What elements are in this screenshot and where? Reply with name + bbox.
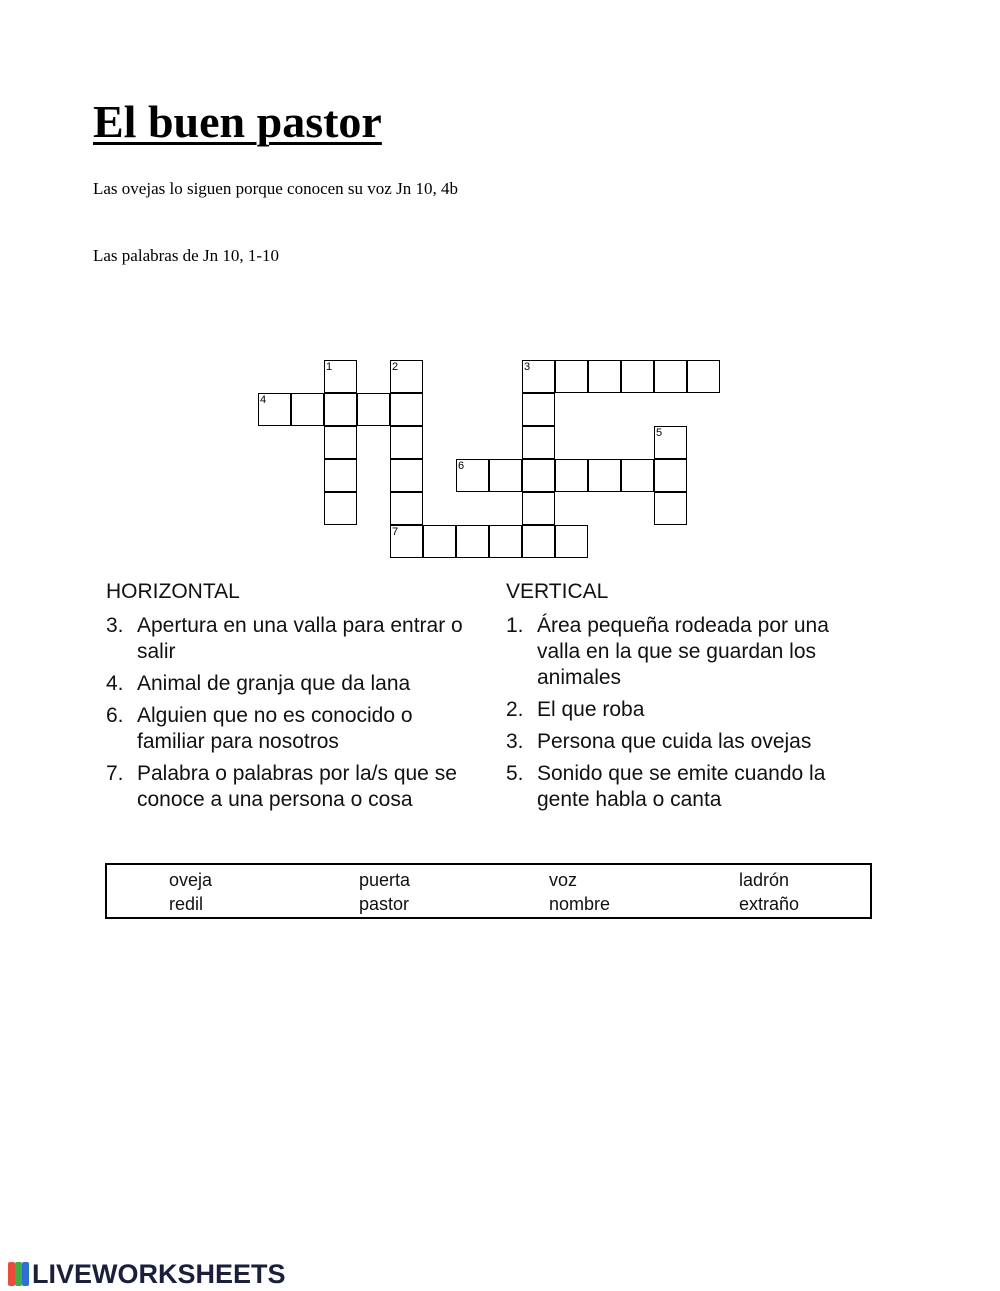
crossword-cell[interactable] <box>654 492 687 525</box>
clue-number: 4 <box>260 394 267 406</box>
subtitle-reference: Las palabras de Jn 10, 1-10 <box>93 246 280 265</box>
crossword-cell[interactable] <box>357 393 390 426</box>
crossword-cell[interactable] <box>390 492 423 525</box>
crossword-cell[interactable] <box>522 360 555 393</box>
clue-number: 1 <box>326 361 333 373</box>
crossword-cell[interactable] <box>423 525 456 558</box>
crossword-cell[interactable] <box>687 360 720 393</box>
word-bank-item: nombre <box>549 894 611 914</box>
word-bank-item: voz <box>549 870 578 890</box>
crossword-cell[interactable] <box>390 426 423 459</box>
crossword-cell[interactable] <box>489 459 522 492</box>
crossword-cell[interactable] <box>390 360 423 393</box>
crossword-cell[interactable] <box>555 360 588 393</box>
crossword-cell[interactable] <box>522 393 555 426</box>
crossword-cell[interactable] <box>324 360 357 393</box>
clue-horizontal-6: 6. Alguien que no es conocido o familiar para nosotros <box>106 704 413 753</box>
crossword-cell[interactable] <box>324 492 357 525</box>
page-title: El buen pastor <box>93 96 382 147</box>
clue-vertical-3: 3. Persona que cuida las ovejas <box>506 730 812 753</box>
crossword-cell[interactable] <box>555 459 588 492</box>
word-bank-item: redil <box>169 894 204 914</box>
crossword-cell[interactable] <box>390 459 423 492</box>
crossword-cell[interactable] <box>522 525 555 558</box>
clue-horizontal-4: 4. Animal de granja que da lana <box>106 672 411 695</box>
crossword-cell[interactable] <box>489 525 522 558</box>
clue-horizontal-3: 3. Apertura en una valla para entrar o salir <box>106 614 463 663</box>
crossword-cell[interactable] <box>588 360 621 393</box>
word-bank-item: pastor <box>359 894 410 914</box>
clue-number: 5 <box>656 427 663 439</box>
clue-vertical-1: 1. Área pequeña rodeada por una valla en la que se guardan los animales <box>506 614 829 689</box>
logo-text: LIVEWORKSHEETS <box>32 1258 286 1289</box>
crossword-cell[interactable] <box>324 393 357 426</box>
word-bank <box>105 863 872 919</box>
crossword-cell[interactable] <box>654 426 687 459</box>
logo-badge-icon <box>8 1262 30 1286</box>
clue-vertical-5: 5. Sonido que se emite cuando la gente habla o canta <box>506 762 826 811</box>
word-bank-item: oveja <box>169 870 213 890</box>
clue-number: 2 <box>392 361 399 373</box>
liveworksheets-logo[interactable] <box>8 1258 286 1290</box>
horizontal-clues <box>106 580 486 819</box>
crossword-cell[interactable] <box>654 360 687 393</box>
word-bank-item: extraño <box>739 894 800 914</box>
subtitle-verse: Las ovejas lo siguen porque conocen su voz Jn 10, 4b <box>93 179 458 198</box>
crossword-cell[interactable] <box>555 525 588 558</box>
crossword-cell[interactable] <box>522 459 555 492</box>
clue-number: 7 <box>392 526 399 538</box>
crossword-cell[interactable] <box>324 426 357 459</box>
crossword-cell[interactable] <box>621 360 654 393</box>
crossword-cell[interactable] <box>258 393 291 426</box>
clue-number: 6 <box>458 460 465 472</box>
clue-number: 3 <box>524 361 531 373</box>
vertical-heading: VERTICAL <box>506 580 609 603</box>
crossword-cell[interactable] <box>456 459 489 492</box>
crossword-cell[interactable] <box>390 525 423 558</box>
crossword-cell[interactable] <box>522 426 555 459</box>
vertical-clues <box>506 580 876 819</box>
clue-vertical-2: 2. El que roba <box>506 698 645 721</box>
crossword-cell[interactable] <box>390 393 423 426</box>
crossword-cell[interactable] <box>588 459 621 492</box>
crossword-cell[interactable] <box>324 459 357 492</box>
horizontal-heading: HORIZONTAL <box>106 580 240 603</box>
crossword-cell[interactable] <box>621 459 654 492</box>
word-bank-item: puerta <box>359 870 411 890</box>
crossword-cell[interactable] <box>522 492 555 525</box>
clue-horizontal-7: 7. Palabra o palabras por la/s que se conoce a una persona o cosa <box>106 762 457 811</box>
crossword-cell[interactable] <box>291 393 324 426</box>
crossword-cell[interactable] <box>456 525 489 558</box>
crossword-cell[interactable] <box>654 459 687 492</box>
word-bank-item: ladrón <box>739 870 790 890</box>
